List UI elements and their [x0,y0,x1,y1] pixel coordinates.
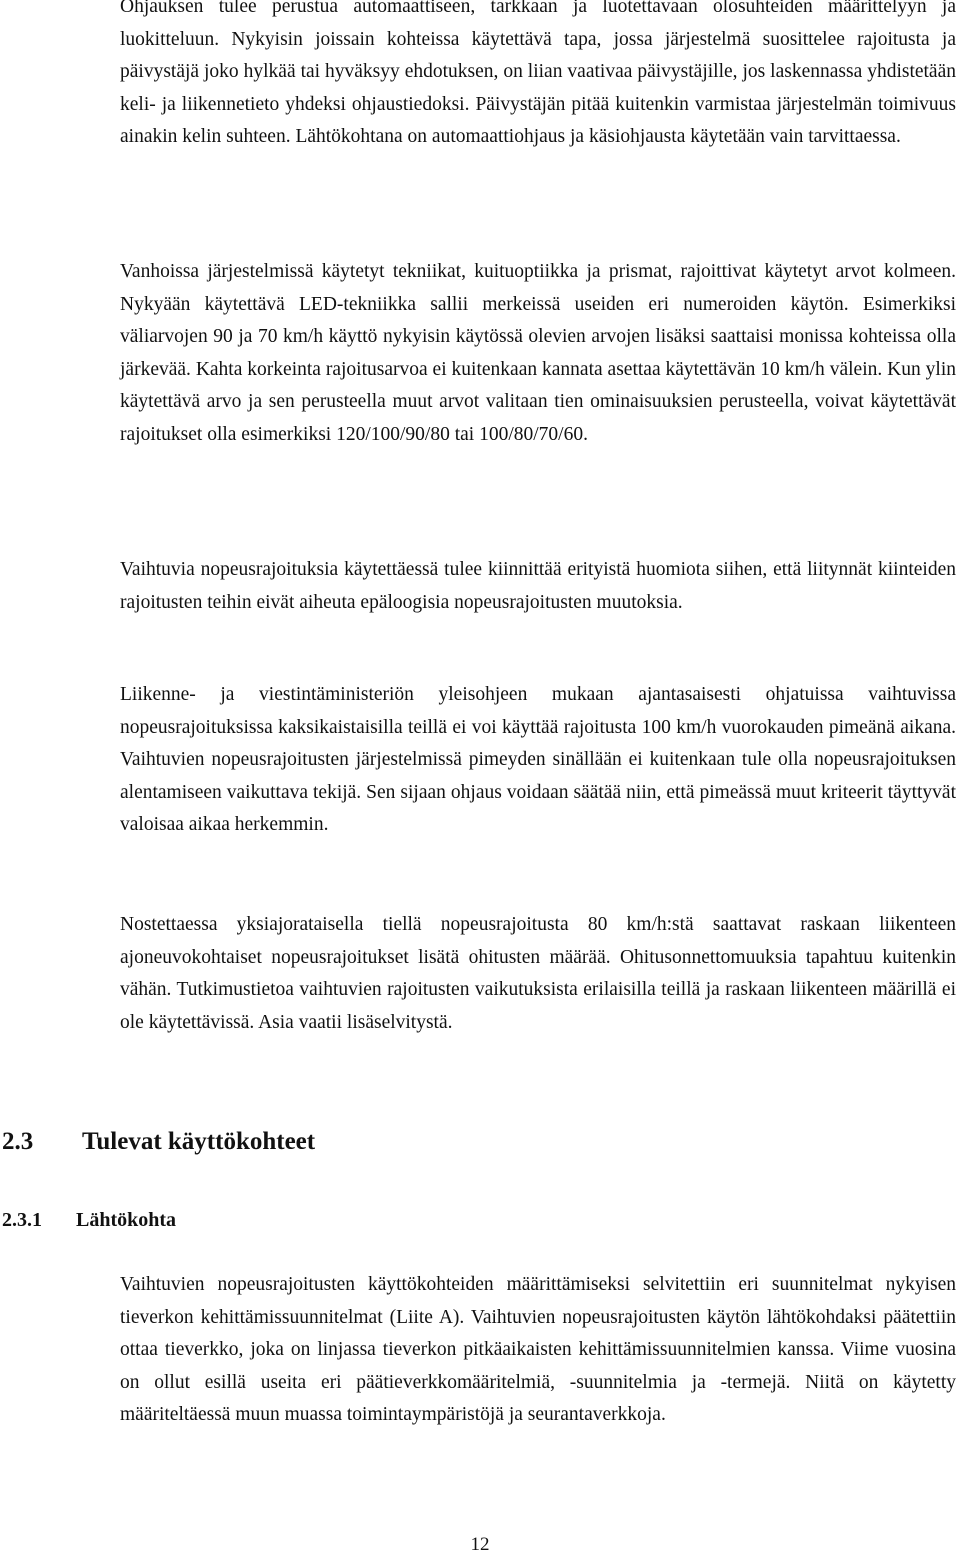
paragraph-lahtokohta: Vaihtuvien nopeusrajoitusten käyttökohteiden määrittämiseksi selvitettiin eri suunnitelmat nykyisen tieverkon kehittämissuunnitelmat (Liite A). Vaihtuvien nopeusrajoitusten käytön lähtökohdaksi päätettiin ottaa tieverkko, joka on linjassa tieverkon pitkäaikaisten kehittämissuunnitelmien kanssa. Viime vuosina on ollut esillä useita eri päätieverkkomääritelmiä, -suunnitelmia ja -termejä. Niitä on käytetty määriteltäessä muun muassa toimintaympäristöjä ja seurantaverkkoja. [120,1274,956,1426]
section-heading [2,1124,315,1160]
paragraph-ohjaus: Ohjauksen tulee perustua automaattiseen, tarkkaan ja luotettavaan olosuhteiden määrittelyyn ja luokitteluun. Nykyisin joissain kohteissa käytettävä tapa, jossa järjestelmä suosittelee rajoitusta ja päivystäjä joko hylkää tai hyväksyy ehdotuksen, on liian vaativaa päivystäjille, jos laskennassa yhdistetään keli- ja liikennetieto yhdeksi ohjaustiedoksi. Päivystäjän pitää kuitenkin varmistaa järjestelmän toimivuus ainakin kelin suhteen. Lähtökohtana on automaattiohjaus ja käsiohjausta käytetään vain tarvittaessa. [120,0,956,148]
paragraph-tekniikat: Vanhoissa järjestelmissä käytetyt tekniikat, kuituoptiikka ja prismat, rajoittivat käytetyt arvot kolmeen. Nykyään käytettävä LED-tekniikka sallii merkeissä useiden eri numeroiden käytön. Esimerkiksi väliarvojen 90 ja 70 km/h käyttö nykyisin käytössä olevien arvojen lisäksi saattaisi monissa kohteissa olla järkevää. Kahta korkeinta rajoitusarvoa ei kuitenkaan kannata asettaa käytettävän 10 km/h välein. Kun ylin käytettävä arvo ja sen perusteella muut arvot valitaan tien ominaisuuksien perusteella, voivat käytettävät rajoitukset olla esimerkiksi 120/100/90/80 tai 100/80/70/60. [120,261,956,445]
paragraph-nostettaessa: Nostettaessa yksiajorataisella tiellä nopeusrajoitusta 80 km/h:stä saattavat raskaan liikenteen ajoneuvokohtaiset nopeusrajoitukset lisätä ohitusten määrää. Ohitusonnettomuuksia tapahtuu kuitenkin vähän. Tutkimustietoa vaihtuvien rajoitusten vaikutuksista erilaisilla teillä ja raskaan liikenteen määrillä ei ole käytettävissä. Asia vaatii lisäselvitystä. [120,914,956,1033]
paragraph-yleisohje: Liikenne- ja viestintäministeriön yleisohjeen mukaan ajantasaisesti ohjatuissa vaihtuvissa nopeusrajoituksissa kaksikaistaisilla teillä ei voi käyttää rajoitusta 100 km/h vuorokauden pimeänä aikana. Vaihtuvien nopeusrajoitusten järjestelmissä pimeyden sinällään ei kuitenkaan tule olla nopeusrajoituksen alentamiseen vaikuttava tekijä. Sen sijaan ohjaus voidaan säätää niin, että pimeässä muut kriteerit täyttyvät valoisaa aikaa herkemmin. [120,684,956,836]
page-number: 12 [470,1534,490,1555]
subsection-number: 2.3.1 [2,1209,42,1231]
subsection-title: Lähtökohta [76,1209,177,1231]
paragraph-liitynnat: Vaihtuvia nopeusrajoituksia käytettäessä tulee kiinnittää erityistä huomiota siihen, että liitynnät kiinteiden rajoitusten teihin eivät aiheuta epäloogisia nopeusrajoitusten muutoksia. [120,559,956,613]
section-title: Tulevat käyttökohteet [82,1128,316,1155]
subsection-heading [2,1205,176,1235]
section-number: 2.3 [2,1128,34,1155]
